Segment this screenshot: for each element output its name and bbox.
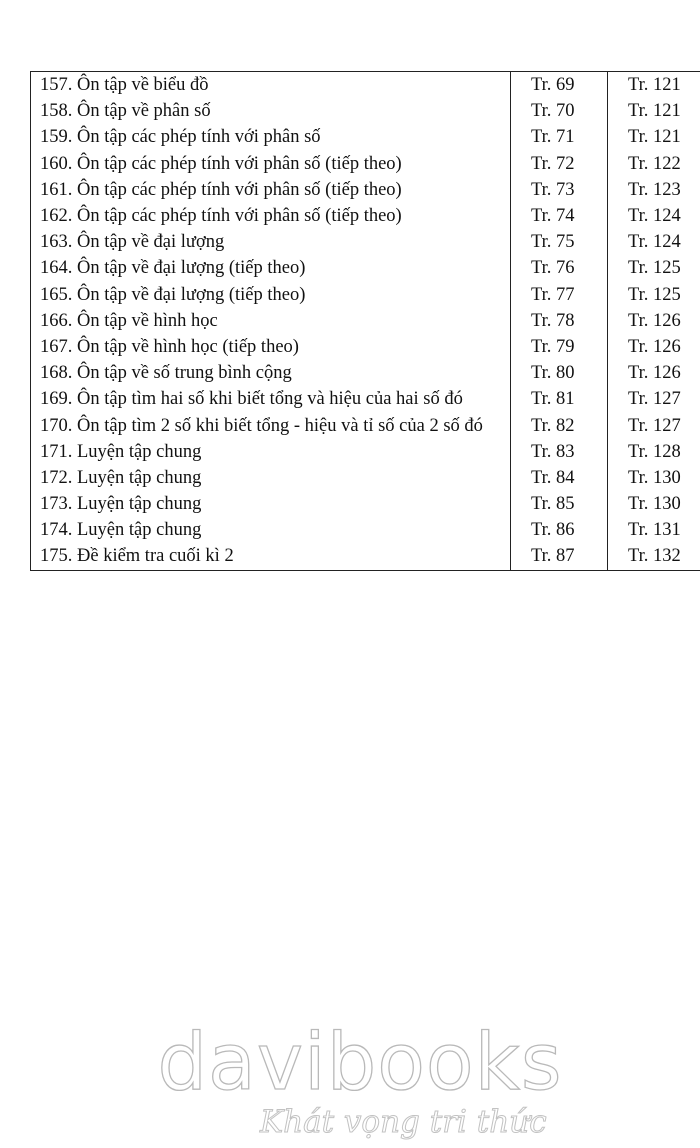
column-gap	[511, 465, 522, 491]
toc-row	[31, 98, 700, 124]
toc-page-book2: Tr. 125	[618, 282, 700, 308]
toc-title: 160. Ôn tập các phép tính với phân số (tiếp theo)	[31, 151, 511, 177]
toc-page-book1: Tr. 71	[521, 124, 608, 150]
toc-page-book2: Tr. 121	[618, 98, 700, 124]
toc-page-book2: Tr. 130	[618, 491, 700, 517]
toc-title: 164. Ôn tập về đại lượng (tiếp theo)	[31, 255, 511, 281]
column-gap	[511, 177, 522, 203]
toc-title: 163. Ôn tập về đại lượng	[31, 229, 511, 255]
toc-row	[31, 308, 700, 334]
toc-page-book2: Tr. 124	[618, 229, 700, 255]
column-gap	[608, 308, 619, 334]
toc-row	[31, 334, 700, 360]
toc-row	[31, 491, 700, 517]
column-gap	[608, 177, 619, 203]
toc-title: 171. Luyện tập chung	[31, 439, 511, 465]
column-gap	[511, 543, 522, 570]
column-gap	[511, 229, 522, 255]
toc-page-book2: Tr. 126	[618, 360, 700, 386]
column-gap	[608, 543, 619, 570]
toc-page-book2: Tr. 121	[618, 72, 700, 99]
toc-page-book1: Tr. 81	[521, 386, 608, 412]
column-gap	[608, 72, 619, 99]
toc-page-book1: Tr. 86	[521, 517, 608, 543]
toc-row	[31, 543, 700, 570]
toc-row	[31, 255, 700, 281]
column-gap	[511, 124, 522, 150]
toc-row	[31, 517, 700, 543]
toc-page-book2: Tr. 127	[618, 386, 700, 412]
toc-page-book1: Tr. 69	[521, 72, 608, 99]
toc-page-book2: Tr. 128	[618, 439, 700, 465]
watermark-slogan: Khát vọng tri thức	[260, 1104, 547, 1140]
toc-page-book2: Tr. 127	[618, 412, 700, 438]
toc-title: 169. Ôn tập tìm hai số khi biết tổng và hiệu của hai số đó	[31, 386, 511, 412]
toc-title: 168. Ôn tập về số trung bình cộng	[31, 360, 511, 386]
toc-page-book2: Tr. 131	[618, 517, 700, 543]
column-gap	[608, 282, 619, 308]
column-gap	[608, 386, 619, 412]
toc-title: 173. Luyện tập chung	[31, 491, 511, 517]
toc-row	[31, 124, 700, 150]
toc-title: 170. Ôn tập tìm 2 số khi biết tổng - hiệu và tỉ số của 2 số đó	[31, 412, 511, 438]
toc-title: 175. Đề kiểm tra cuối kì 2	[31, 543, 511, 570]
column-gap	[608, 151, 619, 177]
column-gap	[608, 491, 619, 517]
column-gap	[511, 255, 522, 281]
toc-page-book1: Tr. 83	[521, 439, 608, 465]
column-gap	[608, 203, 619, 229]
toc-page-book1: Tr. 75	[521, 229, 608, 255]
column-gap	[511, 334, 522, 360]
toc-title: 157. Ôn tập về biểu đồ	[31, 72, 511, 99]
column-gap	[511, 386, 522, 412]
toc-page-book2: Tr. 123	[618, 177, 700, 203]
toc-title: 161. Ôn tập các phép tính với phân số (tiếp theo)	[31, 177, 511, 203]
toc-title: 159. Ôn tập các phép tính với phân số	[31, 124, 511, 150]
toc-title: 166. Ôn tập về hình học	[31, 308, 511, 334]
column-gap	[608, 360, 619, 386]
column-gap	[511, 282, 522, 308]
toc-row	[31, 412, 700, 438]
toc-page-book1: Tr. 76	[521, 255, 608, 281]
toc-title: 162. Ôn tập các phép tính với phân số (tiếp theo)	[31, 203, 511, 229]
toc-row	[31, 229, 700, 255]
column-gap	[511, 517, 522, 543]
column-gap	[608, 229, 619, 255]
toc-row	[31, 465, 700, 491]
toc-row	[31, 203, 700, 229]
watermark-logo: davibooks	[157, 1018, 563, 1108]
toc-page-book1: Tr. 80	[521, 360, 608, 386]
toc-page-book1: Tr. 70	[521, 98, 608, 124]
toc-title: 165. Ôn tập về đại lượng (tiếp theo)	[31, 282, 511, 308]
column-gap	[511, 439, 522, 465]
toc-row	[31, 282, 700, 308]
toc-page-book1: Tr. 72	[521, 151, 608, 177]
toc-page-book1: Tr. 79	[521, 334, 608, 360]
column-gap	[511, 491, 522, 517]
toc-body	[31, 72, 700, 571]
table-of-contents	[30, 71, 700, 571]
toc-page-book2: Tr. 130	[618, 465, 700, 491]
column-gap	[511, 72, 522, 99]
column-gap	[608, 439, 619, 465]
column-gap	[511, 412, 522, 438]
column-gap	[608, 124, 619, 150]
column-gap	[511, 98, 522, 124]
toc-page-book1: Tr. 82	[521, 412, 608, 438]
column-gap	[511, 308, 522, 334]
toc-row	[31, 72, 700, 99]
toc-page-book2: Tr. 126	[618, 334, 700, 360]
column-gap	[608, 334, 619, 360]
watermark	[150, 1018, 570, 1140]
column-gap	[608, 98, 619, 124]
toc-title: 174. Luyện tập chung	[31, 517, 511, 543]
column-gap	[608, 412, 619, 438]
column-gap	[511, 151, 522, 177]
toc-page-book1: Tr. 77	[521, 282, 608, 308]
toc-page-book2: Tr. 132	[618, 543, 700, 570]
column-gap	[608, 255, 619, 281]
toc-page-book1: Tr. 78	[521, 308, 608, 334]
toc-title: 172. Luyện tập chung	[31, 465, 511, 491]
toc-row	[31, 360, 700, 386]
toc-page-book1: Tr. 87	[521, 543, 608, 570]
toc-page-book2: Tr. 121	[618, 124, 700, 150]
toc-title: 158. Ôn tập về phân số	[31, 98, 511, 124]
toc-page-book1: Tr. 84	[521, 465, 608, 491]
column-gap	[511, 360, 522, 386]
column-gap	[608, 517, 619, 543]
toc-row	[31, 439, 700, 465]
toc-page-book2: Tr. 122	[618, 151, 700, 177]
toc-row	[31, 151, 700, 177]
toc-page-book1: Tr. 73	[521, 177, 608, 203]
column-gap	[608, 465, 619, 491]
toc-row	[31, 386, 700, 412]
toc-page-book2: Tr. 126	[618, 308, 700, 334]
toc-row	[31, 177, 700, 203]
toc-page-book2: Tr. 124	[618, 203, 700, 229]
toc-page-book2: Tr. 125	[618, 255, 700, 281]
toc-page-book1: Tr. 74	[521, 203, 608, 229]
toc-page-book1: Tr. 85	[521, 491, 608, 517]
toc-title: 167. Ôn tập về hình học (tiếp theo)	[31, 334, 511, 360]
column-gap	[511, 203, 522, 229]
